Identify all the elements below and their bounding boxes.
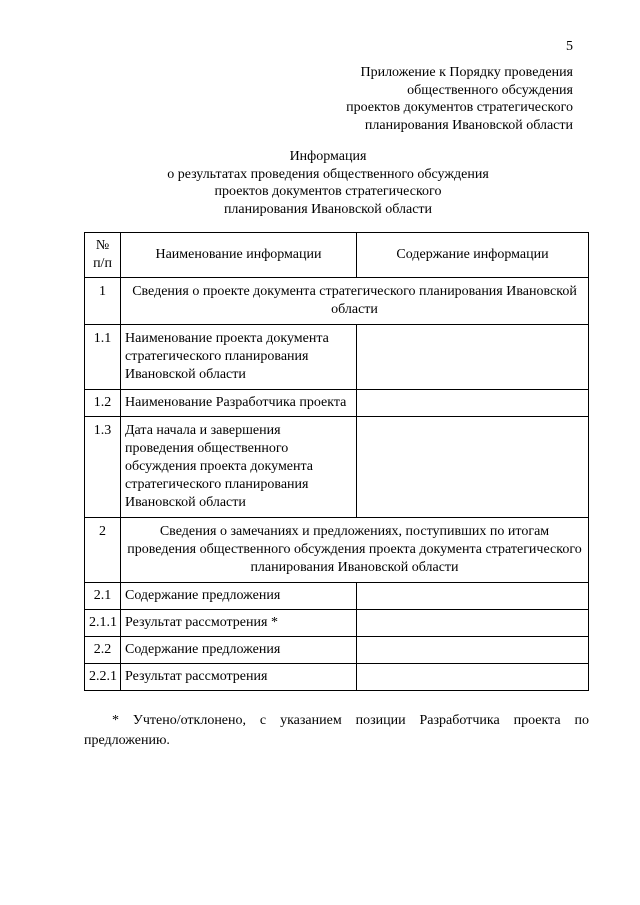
row-name: Результат рассмотрения * <box>121 610 357 637</box>
row-name: Наименование проекта документа стратегического планирования Ивановской области <box>121 325 357 390</box>
information-table <box>84 232 589 691</box>
row-number: 2.1 <box>85 583 121 610</box>
row-number: 2.2 <box>85 637 121 664</box>
appendix-note <box>293 64 573 134</box>
header-name: Наименование информации <box>121 233 357 278</box>
row-name: Наименование Разработчика проекта <box>121 390 357 417</box>
footnote: * Учтено/отклонено, с указанием позиции Разработчика проекта по предложению. <box>84 713 589 748</box>
row-content-cell <box>357 664 589 691</box>
table-row <box>85 610 589 637</box>
row-name: Дата начала и завершения проведения общественного обсуждения проекта документа стратегического планирования Ивановской области <box>121 417 357 518</box>
document-title <box>0 148 640 218</box>
title-line: Информация <box>289 149 367 164</box>
appendix-line: планирования Ивановской области <box>364 117 573 133</box>
row-name: Содержание предложения <box>121 583 357 610</box>
row-content-cell <box>357 610 589 637</box>
table-row <box>85 637 589 664</box>
row-content-cell <box>357 417 589 518</box>
header-content: Содержание информации <box>357 233 589 278</box>
table-row-section-1 <box>85 278 589 325</box>
page-number: 5 <box>566 39 573 54</box>
title-line: планирования Ивановской области <box>223 201 433 217</box>
row-number: 2.1.1 <box>85 610 121 637</box>
title-line: о результатах проведения общественного обсуждения <box>167 166 489 182</box>
row-content-cell <box>357 637 589 664</box>
table-row <box>85 664 589 691</box>
section-title: Сведения о замечаниях и предложениях, поступивших по итогам проведения общественного обсуждения проекта документа стратегического планирования Ивановской области <box>121 518 589 583</box>
table-row <box>85 583 589 610</box>
title-line: проектов документов стратегического <box>214 184 442 199</box>
table-row <box>85 325 589 390</box>
table-row <box>85 390 589 417</box>
row-number: 2.2.1 <box>85 664 121 691</box>
row-number: 1.1 <box>85 325 121 390</box>
row-content-cell <box>357 583 589 610</box>
row-number: 1.2 <box>85 390 121 417</box>
header-number: № п/п <box>85 233 121 278</box>
row-content-cell <box>357 390 589 417</box>
row-number: 2 <box>85 518 121 583</box>
row-content-cell <box>357 325 589 390</box>
row-name: Результат рассмотрения <box>121 664 357 691</box>
appendix-line: проектов документов стратегического <box>346 100 573 115</box>
appendix-line: Приложение к Порядку проведения <box>360 65 573 80</box>
row-name: Содержание предложения <box>121 637 357 664</box>
table-row-section-2 <box>85 518 589 583</box>
appendix-line: общественного обсуждения <box>407 82 573 98</box>
table-row <box>85 417 589 518</box>
table-header-row <box>85 233 589 278</box>
row-number: 1.3 <box>85 417 121 518</box>
row-number: 1 <box>85 278 121 325</box>
section-title: Сведения о проекте документа стратегического планирования Ивановской области <box>121 278 589 325</box>
